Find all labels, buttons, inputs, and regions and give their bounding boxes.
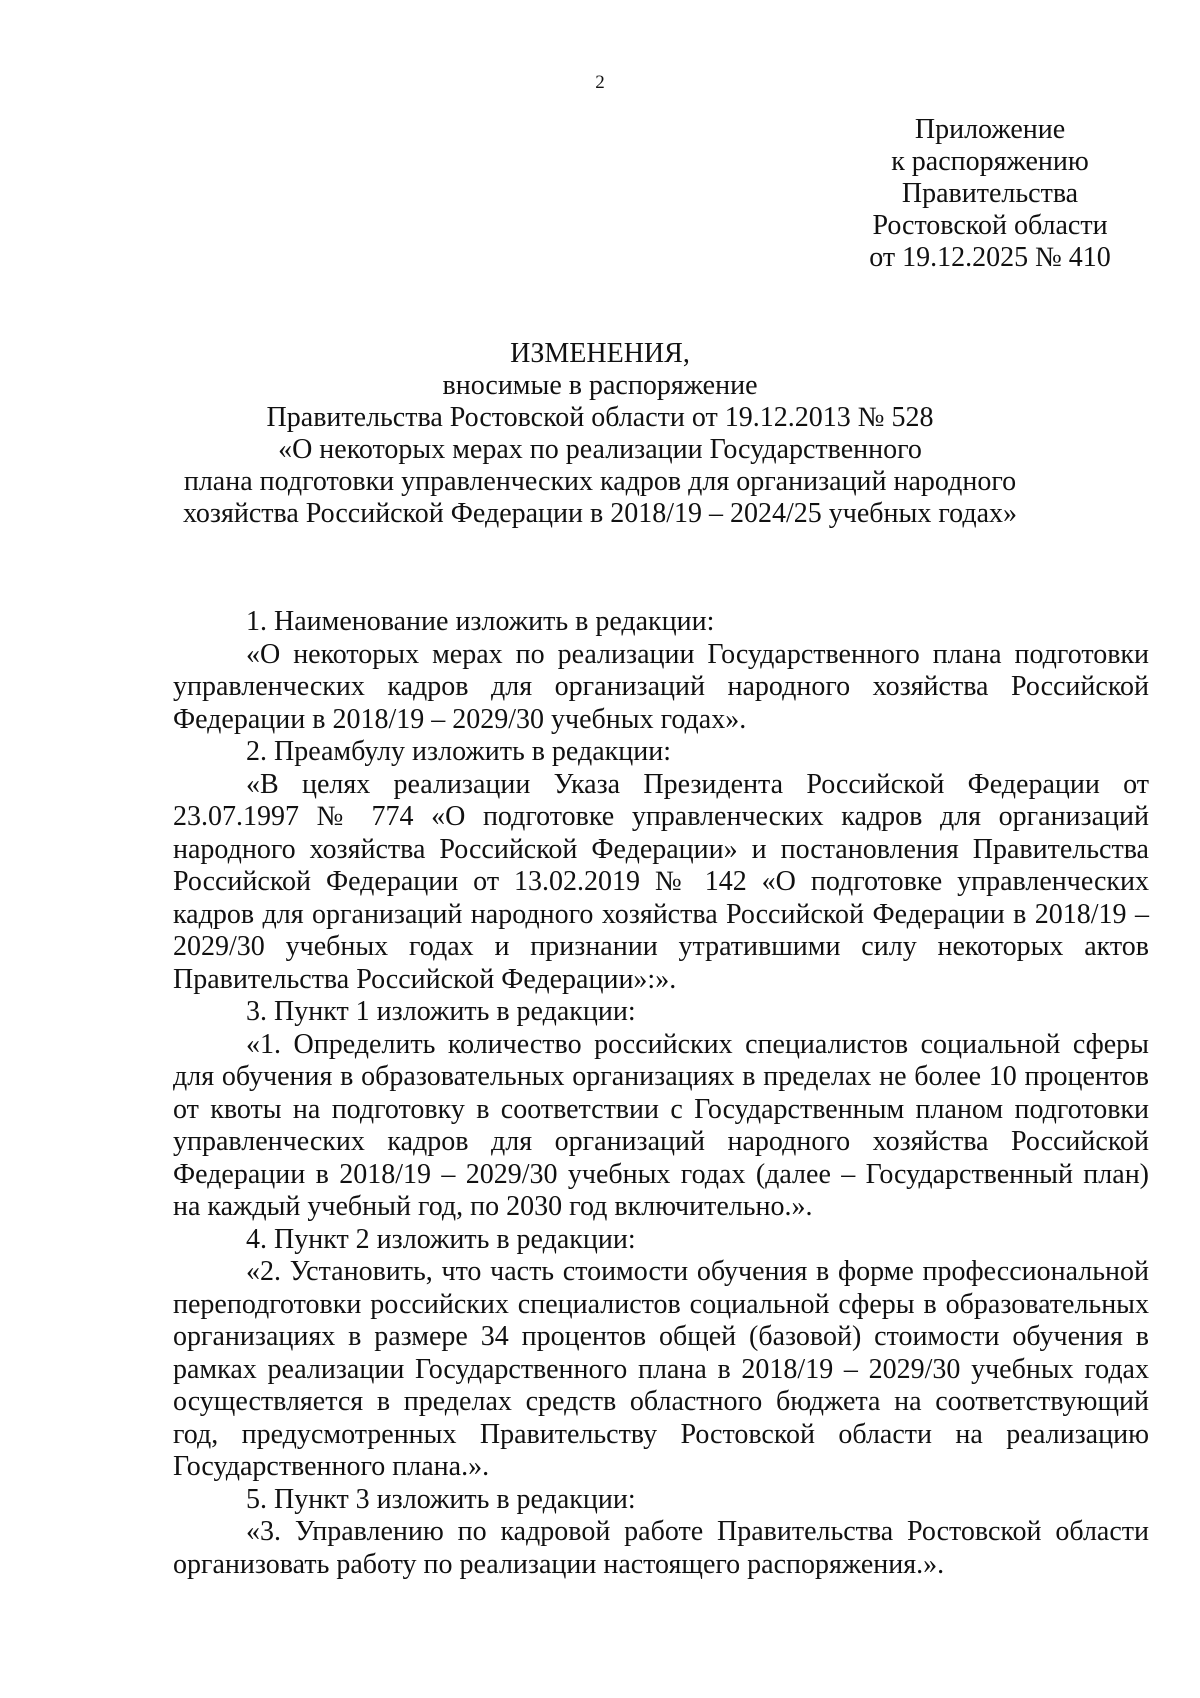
paragraph-item-4-text: «2. Установить, что часть стоимости обучения в форме профессиональной переподготовки российских специалистов социальной сферы в образовательных организациях в размере 34 процентов общей (базовой) стоимости обучения в рамках реализации Государственного плана в 2018/19 – 2029/30 учебных годах осуществляется в пределах средств областного бюджета на соответствующий год, предусмотренных Правительству Ростовской области на реализацию Государственного плана.». bbox=[173, 1256, 1149, 1482]
document-body bbox=[173, 606, 1149, 1581]
paragraph-item-3: 3. Пункт 1 изложить в редакции: bbox=[246, 996, 636, 1027]
page-number: 2 bbox=[595, 72, 605, 93]
appendix-line: Приложение bbox=[914, 114, 1066, 145]
paragraph-item-2-text: «В целях реализации Указа Президента Российской Федерации от 23.07.1997 № 774 «О подготовке управленческих кадров для организаций народного хозяйства Российской Федерации» и постановления Правительства Российской Федерации от 13.02.2019 № 142 «О подготовке управленческих кадров для организаций народного хозяйства Российской Федерации в 2018/19 – 2029/30 учебных годах и признании утратившими силу некоторых актов Правительства Российской Федерации»:». bbox=[173, 768, 1149, 995]
paragraph-item-1: 1. Наименование изложить в редакции: bbox=[246, 606, 715, 637]
appendix-line: Правительства bbox=[901, 178, 1079, 209]
paragraph-item-5: 5. Пункт 3 изложить в редакции: bbox=[246, 1483, 636, 1515]
title-heading: ИЗМЕНЕНИЯ, bbox=[510, 338, 690, 369]
paragraph-item-2: 2. Преамбулу изложить в редакции: bbox=[246, 736, 672, 767]
title-line: вносимые в распоряжение bbox=[442, 370, 758, 401]
title-line: Правительства Ростовской области от 19.12.2013 № 528 bbox=[266, 402, 934, 433]
title-line: плана подготовки управленческих кадров для организаций народного bbox=[183, 466, 1017, 497]
title-line: «О некоторых мерах по реализации Государственного bbox=[278, 434, 922, 465]
paragraph-item-3-text: «1. Определить количество российских специалистов социальной сферы для обучения в образовательных организациях в пределах не более 10 процентов от квоты на подготовку в соответствии с Государственным планом подготовки управленческих кадров для организаций народного хозяйства Российской Федерации в 2018/19 – 2029/30 учебных годах (далее – Государственный план) на каждый учебный год, по 2030 год включительно.». bbox=[173, 1028, 1149, 1222]
appendix-line: к распоряжению bbox=[891, 146, 1089, 177]
appendix-header bbox=[840, 114, 1140, 274]
document-title bbox=[0, 338, 1200, 530]
paragraph-item-4: 4. Пункт 2 изложить в редакции: bbox=[246, 1223, 636, 1255]
appendix-line: Ростовской области bbox=[872, 210, 1108, 241]
paragraph-item-5-text: «3. Управлению по кадровой работе Правительства Ростовской области организовать работу по реализации настоящего распоряжения.». bbox=[173, 1516, 1149, 1580]
paragraph-item-1-text: «О некоторых мерах по реализации Государственного плана подготовки управленческих кадров для организаций народного хозяйства Российской Федерации в 2018/19 – 2029/30 учебных годах». bbox=[173, 638, 1149, 735]
appendix-line: от 19.12.2025 № 410 bbox=[869, 242, 1111, 273]
title-line: хозяйства Российской Федерации в 2018/19 – 2024/25 учебных годах» bbox=[182, 498, 1017, 529]
